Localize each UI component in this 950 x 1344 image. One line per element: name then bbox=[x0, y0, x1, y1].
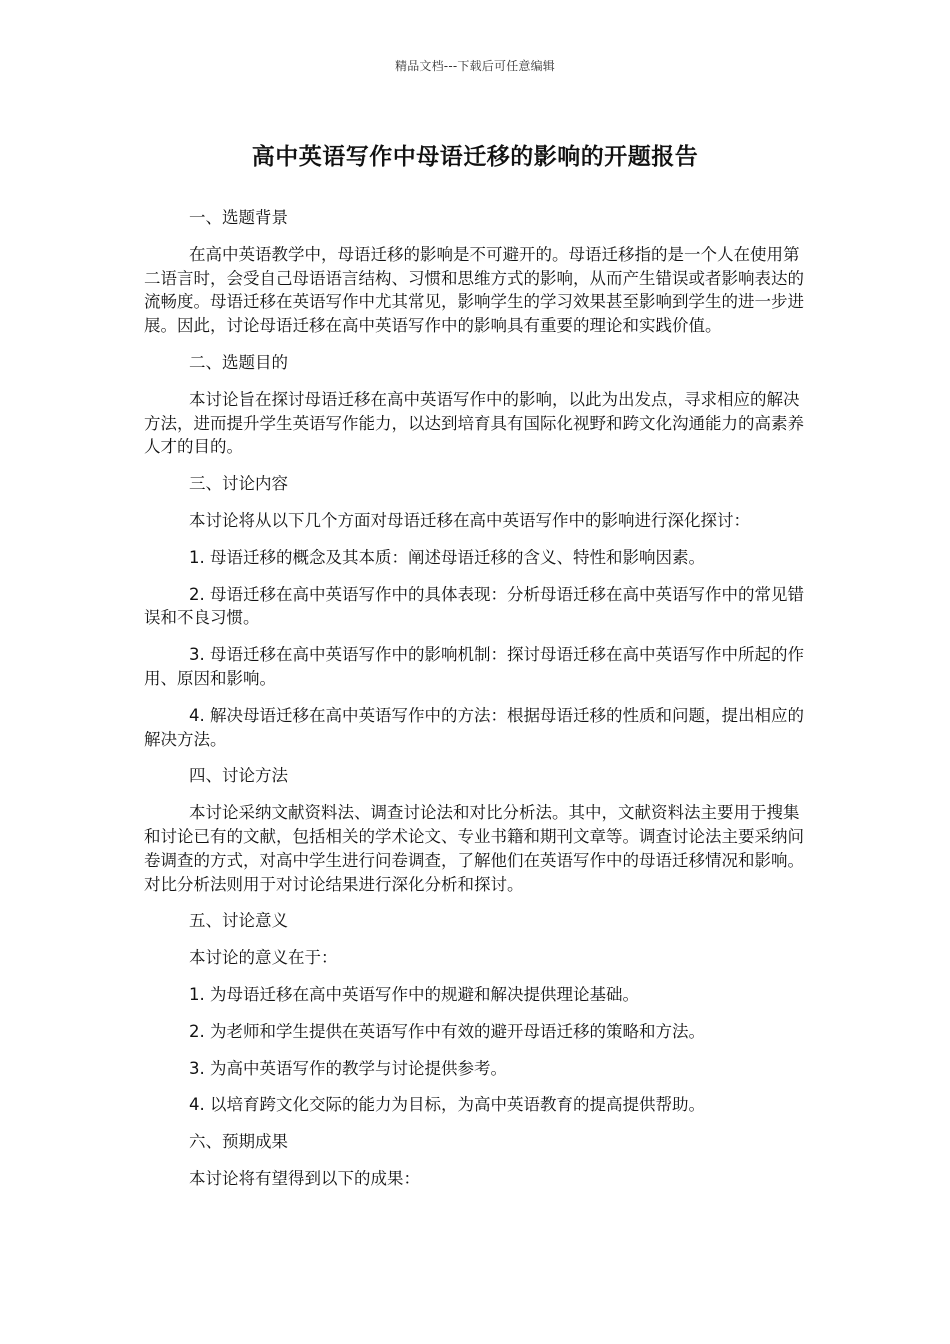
list-item: 1. 为母语迁移在高中英语写作中的规避和解决提供理论基础。 bbox=[189, 984, 639, 1004]
paragraph-expected-results-intro: 本讨论将有望得到以下的成果： bbox=[189, 1168, 420, 1188]
section-heading-expected-results: 六、预期成果 bbox=[189, 1132, 288, 1152]
section-heading-purpose: 二、选题目的 bbox=[189, 352, 288, 372]
paragraph-significance-intro: 本讨论的意义在于： bbox=[189, 948, 338, 968]
document-body bbox=[144, 206, 808, 1204]
paragraph-method: 本讨论采纳文献资料法、调查讨论法和对比分析法。其中，文献资料法主要用于搜集和讨论已有的文献，包括相关的学术论文、专业书籍和期刊文章等。调查讨论法主要采纳问卷调查的方式，对高中学生进行问卷调查，了解他们在英语写作中的母语迁移情况和影响。对比分析法则用于对讨论结果进行深化分析和探讨。 bbox=[144, 803, 804, 894]
header-note: 精品文档---下载后可任意编辑 bbox=[395, 59, 555, 73]
section-heading-method: 四、讨论方法 bbox=[189, 766, 288, 786]
section-heading-content: 三、讨论内容 bbox=[189, 474, 288, 494]
section-heading-background: 一、选题背景 bbox=[189, 208, 288, 227]
paragraph-purpose: 本讨论旨在探讨母语迁移在高中英语写作中的影响，以此为出发点，寻求相应的解决方法，进而提升学生英语写作能力，以达到培育具有国际化视野和跨文化沟通能力的高素养人才的目的。 bbox=[144, 389, 804, 457]
section-heading-significance: 五、讨论意义 bbox=[189, 911, 288, 931]
list-item: 4. 解决母语迁移在高中英语写作中的方法：根据母语迁移的性质和问题，提出相应的解决方法。 bbox=[144, 705, 804, 749]
list-item: 2. 为老师和学生提供在英语写作中有效的避开母语迁移的策略和方法。 bbox=[189, 1021, 705, 1041]
list-item: 2. 母语迁移在高中英语写作中的具体表现：分析母语迁移在高中英语写作中的常见错误和不良习惯。 bbox=[144, 584, 804, 628]
paragraph-background: 在高中英语教学中，母语迁移的影响是不可避开的。母语迁移指的是一个人在使用第二语言时，会受自己母语语言结构、习惯和思维方式的影响，从而产生错误或者影响表达的流畅度。母语迁移在英语写作中尤其常见，影响学生的学习效果甚至影响到学生的进一步进展。因此，讨论母语迁移在高中英语写作中的影响具有重要的理论和实践价值。 bbox=[144, 244, 804, 336]
list-item: 4. 以培育跨文化交际的能力为目标，为高中英语教育的提高提供帮助。 bbox=[189, 1095, 705, 1115]
document-title: 高中英语写作中母语迁移的影响的开题报告 bbox=[251, 144, 699, 170]
list-item: 3. 母语迁移在高中英语写作中的影响机制：探讨母语迁移在高中英语写作中所起的作用、原因和影响。 bbox=[144, 645, 804, 688]
list-item: 1. 母语迁移的概念及其本质：阐述母语迁移的含义、特性和影响因素。 bbox=[189, 547, 705, 567]
list-item: 3. 为高中英语写作的教学与讨论提供参考。 bbox=[189, 1058, 507, 1078]
paragraph-content-intro: 本讨论将从以下几个方面对母语迁移在高中英语写作中的影响进行深化探讨： bbox=[189, 510, 750, 530]
